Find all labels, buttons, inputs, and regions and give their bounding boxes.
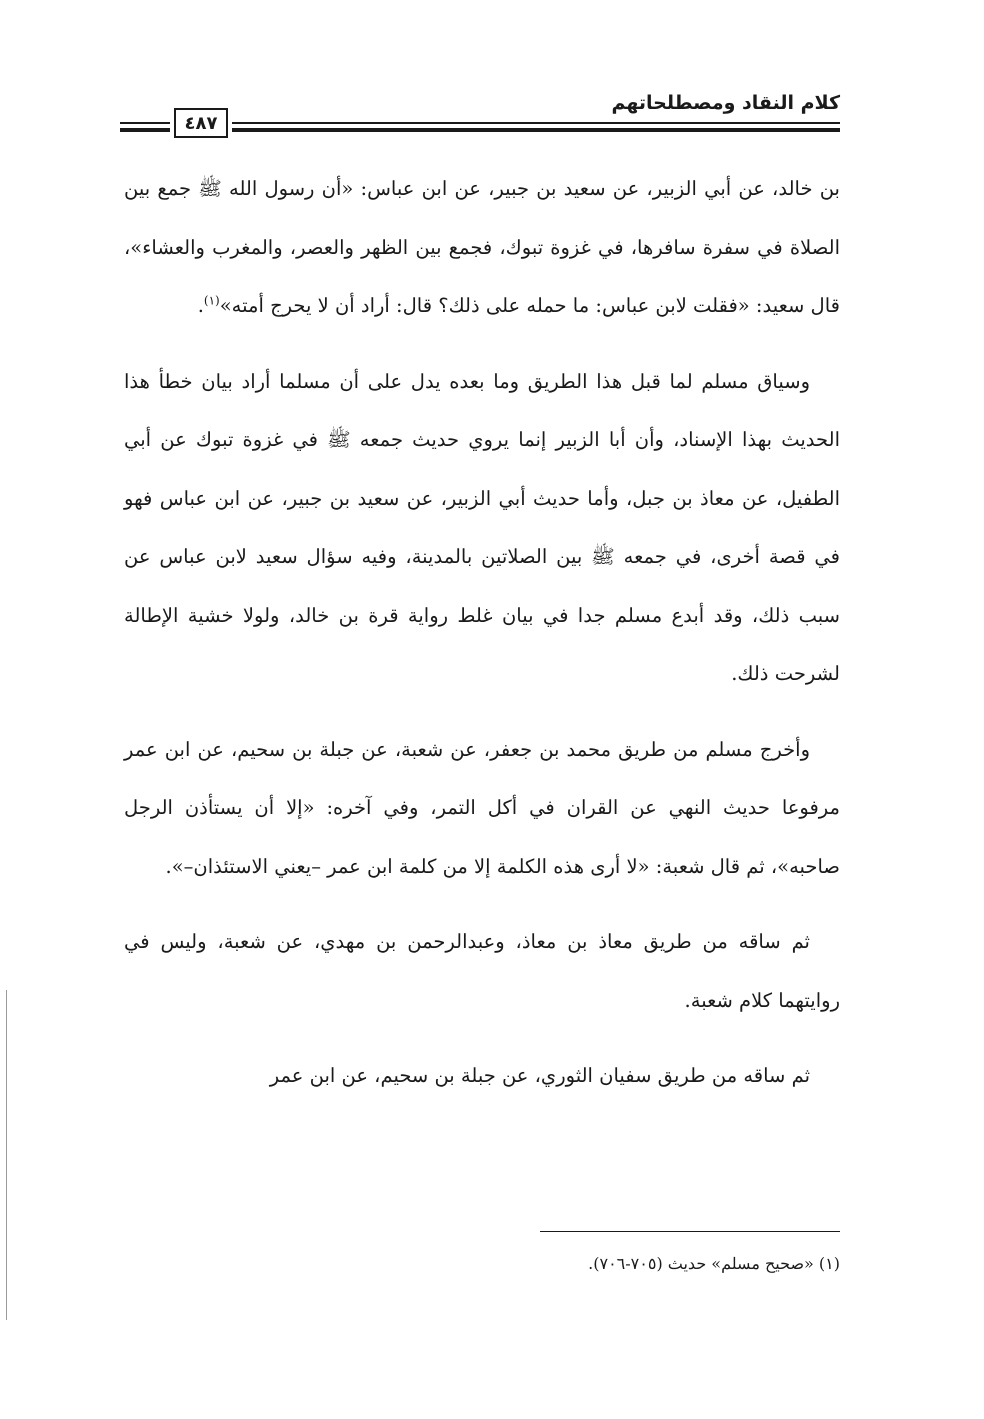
paragraph: وأخرج مسلم من طريق محمد بن جعفر، عن شعبة، عن جبلة بن سحيم، عن ابن عمر مرفوعا حديث النهي عن القران في أكل التمر، وفي آخره: «إلا أن يستأذن الرجل صاحبه»، ثم قال شعبة: «لا أرى هذه الكلمة إلا من كلمة ابن عمر –يعني الاستئذان–». xyxy=(124,737,840,878)
header-rule xyxy=(232,122,840,124)
page-header xyxy=(118,88,840,148)
main-text xyxy=(124,160,840,1123)
paragraph xyxy=(124,160,840,336)
footnote-reference: (١) xyxy=(203,293,220,308)
footnote-separator xyxy=(540,1231,840,1232)
running-title: كلام النقاد ومصطلحاتهم xyxy=(611,92,840,114)
paragraph: وسياق مسلم لما قبل هذا الطريق وما بعده يدل على أن مسلما أراد بيان خطأ هذا الحديث بهذا الإسناد، وأن أبا الزبير إنما يروي حديث جمعه ﷺ في غزوة تبوك عن أبي الطفيل، عن معاذ بن جبل، وأما حديث أبي الزبير، عن سعيد بن جبير، عن ابن عباس فهو في قصة أخرى، في جمعه ﷺ بين الصلاتين بالمدينة، وفيه سؤال سعيد لابن عباس عن سبب ذلك، وقد أبدع مسلم جدا في بيان غلط رواية قرة بن خالد، ولولا خشية الإطالة لشرحت ذلك. xyxy=(124,369,840,685)
paragraph: ثم ساقه من طريق سفيان الثوري، عن جبلة بن سحيم، عن ابن عمر xyxy=(269,1064,810,1087)
footnote: (١) «صحيح مسلم» حديث (٧٠٥-٧٠٦). xyxy=(588,1254,840,1273)
header-rule xyxy=(120,128,170,132)
paragraph-text: بن خالد، عن أبي الزبير، عن سعيد بن جبير، عن ابن عباس: «أن رسول الله ﷺ جمع بين الصلاة في سفرة سافرها، في غزوة تبوك، فجمع بين الظهر والعصر، والمغرب والعشاء»، قال سعيد: «فقلت لابن عباس: ما حمله على ذلك؟ قال: أراد أن لا يحرج أمته» xyxy=(124,177,840,317)
paragraph: ثم ساقه من طريق معاذ بن معاذ، وعبدالرحمن بن مهدي، عن شعبة، وليس في روايتهما كلام شعبة. xyxy=(124,930,840,1012)
header-rule xyxy=(120,122,170,124)
page-number: ٤٨٧ xyxy=(174,108,228,138)
paragraph-end: . xyxy=(197,294,204,317)
header-rule xyxy=(232,128,840,132)
scan-margin-line xyxy=(6,990,7,1320)
